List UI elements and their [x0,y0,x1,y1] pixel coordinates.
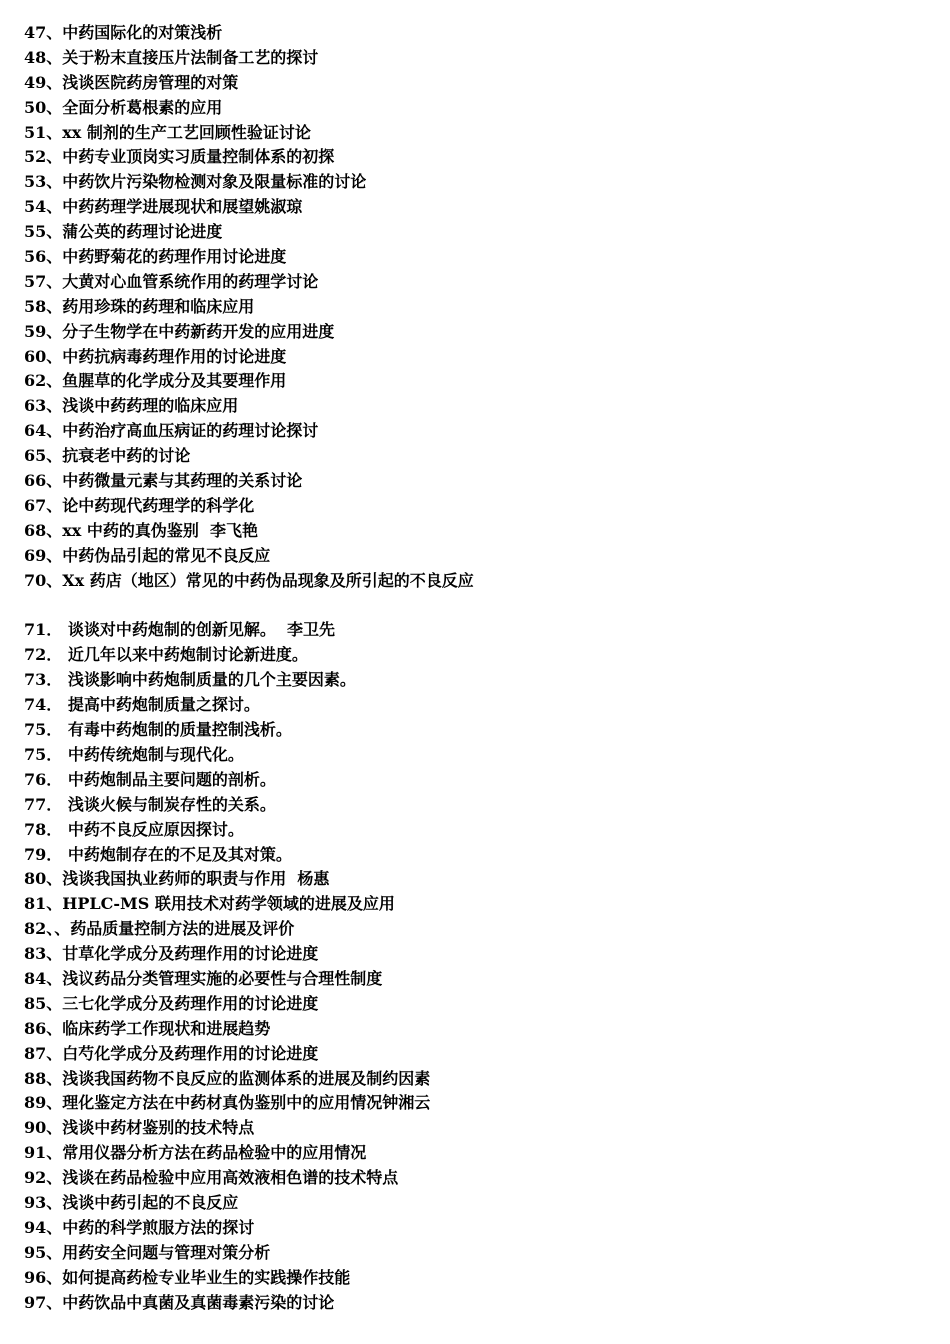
topic-item: 48、关于粉末直接压片法制备工艺的探讨 [24,47,319,67]
topic-item: 91、常用仪器分析方法在药品检验中的应用情况 [24,1143,367,1163]
topic-item: 64、中药治疗高血压病证的药理讨论探讨 [24,421,319,441]
topic-item: 90、浅谈中药材鉴别的技术特点 [24,1118,255,1138]
topic-item: 56、中药野菊花的药理作用讨论进度 [24,247,287,267]
topic-item: 95、用药安全问题与管理对策分析 [24,1242,271,1262]
topic-item: 55、蒲公英的药理讨论进度 [24,222,223,242]
topic-item: 75． 中药传统炮制与现代化。 [24,744,244,764]
topic-item: 54、中药药理学进展现状和展望姚淑琼 [24,197,303,217]
topic-item: 70、Xx 药店（地区）常见的中药伪品现象及所引起的不良反应 [24,570,474,590]
topic-item: 94、中药的科学煎服方法的探讨 [24,1217,255,1237]
topic-item: 73． 浅谈影响中药炮制质量的几个主要因素。 [24,670,356,690]
document-page [24,21,924,1315]
topic-item: 82、、药品质量控制方法的进展及评价 [24,919,295,939]
topic-item: 97、中药饮品中真菌及真菌毒素污染的讨论 [24,1292,335,1312]
topic-item: 76． 中药炮制品主要问题的剖析。 [24,769,276,789]
topic-item: 89、理化鉴定方法在中药材真伪鉴别中的应用情况钟湘云 [24,1093,431,1113]
topic-item: 67、论中药现代药理学的科学化 [24,495,255,515]
topic-list-section-2 [24,618,924,1315]
topic-item: 57、大黄对心血管系统作用的药理学讨论 [24,271,319,291]
topic-item: 49、浅谈医院药房管理的对策 [24,72,239,92]
topic-item: 92、浅谈在药品检验中应用高效液相色谱的技术特点 [24,1168,399,1188]
topic-item: 63、浅谈中药药理的临床应用 [24,396,239,416]
topic-item: 81、HPLC-MS 联用技术对药学领域的进展及应用 [24,894,395,914]
section-gap [24,593,924,618]
topic-item: 47、中药国际化的对策浅析 [24,23,223,42]
topic-item: 72． 近几年以来中药炮制讨论新进度。 [24,645,308,665]
topic-item: 85、三七化学成分及药理作用的讨论进度 [24,993,319,1013]
topic-item: 77． 浅谈火候与制炭存性的关系。 [24,794,276,814]
topic-item: 52、中药专业顶岗实习质量控制体系的初探 [24,147,335,167]
topic-item: 78． 中药不良反应原因探讨。 [24,819,244,839]
topic-item: 62、鱼腥草的化学成分及其要理作用 [24,371,287,391]
topic-item: 71． 谈谈对中药炮制的创新见解。 李卫先 [24,620,335,640]
topic-item: 75． 有毒中药炮制的质量控制浅析。 [24,720,292,740]
topic-item: 50、全面分析葛根素的应用 [24,97,223,117]
topic-item: 83、甘草化学成分及药理作用的讨论进度 [24,944,319,964]
topic-item: 66、中药微量元素与其药理的关系讨论 [24,471,303,491]
topic-item: 65、抗衰老中药的讨论 [24,446,191,466]
topic-item: 80、浅谈我国执业药师的职责与作用 杨惠 [24,869,330,889]
topic-item: 68、xx 中药的真伪鉴别 李飞艳 [24,520,259,540]
topic-item: 86、临床药学工作现状和进展趋势 [24,1018,271,1038]
topic-item: 79． 中药炮制存在的不足及其对策。 [24,844,292,864]
topic-item: 87、白芍化学成分及药理作用的讨论进度 [24,1043,319,1063]
topic-item: 60、中药抗病毒药理作用的讨论进度 [24,346,287,366]
topic-item: 51、xx 制剂的生产工艺回顾性验证讨论 [24,122,311,142]
topic-item: 84、浅议药品分类管理实施的必要性与合理性制度 [24,968,383,988]
topic-item: 74． 提高中药炮制质量之探讨。 [24,695,260,715]
topic-item: 58、药用珍珠的药理和临床应用 [24,296,255,316]
topic-item: 88、浅谈我国药物不良反应的监测体系的进展及制约因素 [24,1068,431,1088]
topic-item: 96、如何提高药检专业毕业生的实践操作技能 [24,1267,351,1287]
topic-item: 93、浅谈中药引起的不良反应 [24,1192,239,1212]
topic-list-section-1 [24,21,924,593]
topic-item: 69、中药伪品引起的常见不良反应 [24,545,271,565]
topic-item: 59、分子生物学在中药新药开发的应用进度 [24,321,335,341]
topic-item: 53、中药饮片污染物检测对象及限量标准的讨论 [24,172,367,192]
